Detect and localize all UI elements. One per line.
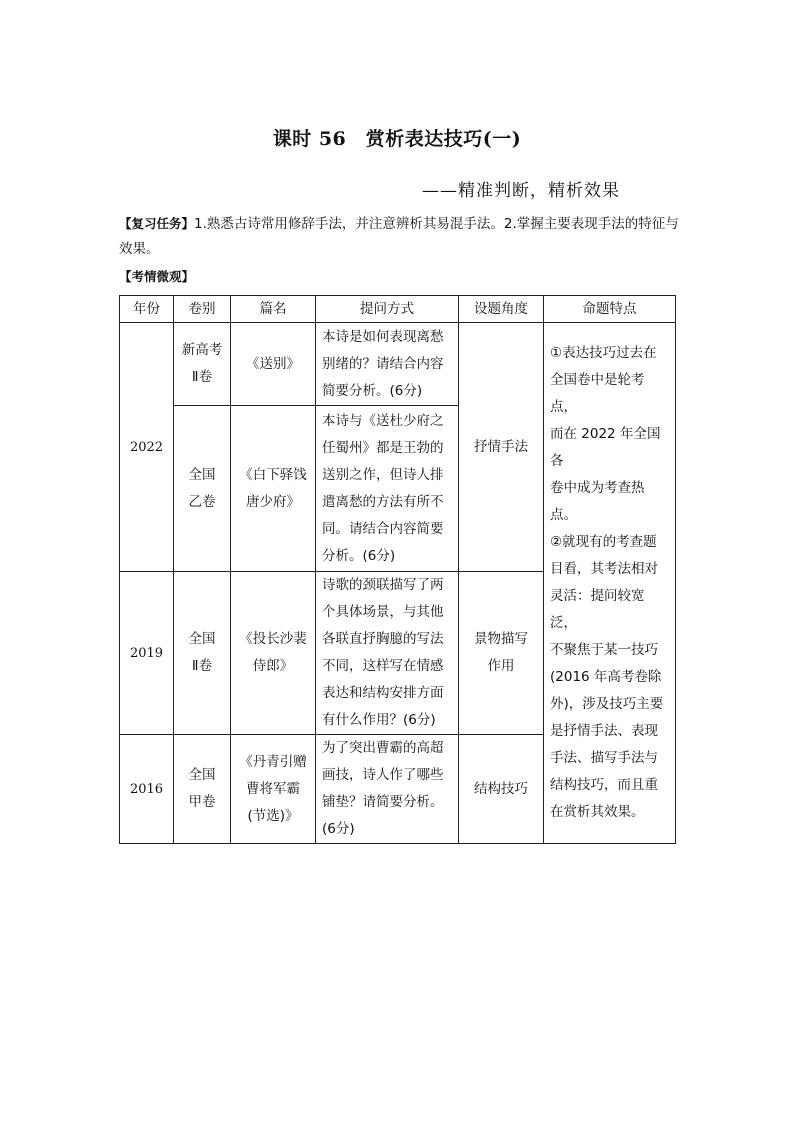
- title-line: 《丹青引赠: [239, 753, 307, 770]
- angle-line: 作用: [487, 658, 515, 674]
- poem-title-cell: [231, 572, 316, 735]
- question-line: 分析。(6分): [322, 547, 396, 564]
- year-cell: 2016: [120, 735, 174, 844]
- feature-line: ①表达技巧过去在: [550, 345, 657, 361]
- question-line: 个具体场景，与其他: [322, 604, 444, 620]
- poem-title-cell: [231, 406, 316, 572]
- title-line: (节选)》: [247, 807, 299, 824]
- question-line: 送别之作，但诗人排: [322, 466, 444, 483]
- question-cell: [316, 735, 459, 844]
- feature-cell: [544, 323, 676, 844]
- feature-line: ②就现有的考查题: [550, 534, 657, 550]
- question-line: 同。请结合内容简要: [322, 520, 444, 537]
- question-cell: [316, 406, 459, 572]
- angle-cell: 结构技巧: [459, 735, 544, 844]
- question-line: 各联直抒胸臆的写法: [322, 631, 444, 647]
- question-line: 画技，诗人作了哪些: [322, 767, 444, 783]
- feature-line: 手法、描写手法与: [550, 750, 658, 766]
- paper-line: 甲卷: [188, 794, 216, 810]
- question-line: 为了突出曹霸的高超: [322, 740, 444, 756]
- question-line: 本诗是如何表现离愁: [322, 328, 444, 345]
- question-line: 表达和结构安排方面: [322, 685, 444, 701]
- feature-line: (2016 年高考卷除: [550, 669, 662, 685]
- review-task: [119, 211, 679, 262]
- feature-line: 目看，其考法相对: [550, 561, 658, 577]
- paper-line: Ⅱ卷: [191, 369, 213, 385]
- question-line: 任蜀州》都是王勃的: [322, 439, 444, 456]
- paper-line: 全国: [188, 767, 216, 783]
- question-line: 遣离愁的方法有所不: [322, 493, 444, 510]
- page-title: 课时 56 赏析表达技巧(一): [272, 128, 522, 150]
- paper-line: 全国: [188, 466, 216, 483]
- question-line: (6分): [322, 821, 355, 837]
- review-task-text: 1.熟悉古诗常用修辞手法，并注意辨析其易混手法。2.掌握主要表现手法的特征与效果。: [119, 216, 679, 257]
- paper-cell: [174, 572, 231, 735]
- feature-line: 卷中成为考查热点。: [550, 480, 645, 523]
- title-line: 侍郎》: [252, 658, 294, 674]
- question-line: 铺垫？请简要分析。: [322, 794, 444, 810]
- question-line: 诗歌的颈联描写了两: [322, 577, 444, 593]
- title-line: 《白下驿饯: [239, 466, 307, 483]
- title-line: 曹将军霸: [246, 780, 300, 797]
- poem-title-cell: [231, 735, 316, 844]
- paper-line: 乙卷: [188, 493, 216, 510]
- paper-cell: [174, 735, 231, 844]
- header-year: 年份: [120, 296, 174, 323]
- exam-overview-label: 【考情微观】: [119, 269, 195, 284]
- feature-line: 而在 2022 年全国各: [550, 426, 661, 469]
- feature-line: 全国卷中是轮考点，: [550, 372, 645, 415]
- angle-cell: [459, 572, 544, 735]
- paper-line: 全国: [188, 631, 216, 647]
- paper-line: 新高考: [181, 342, 223, 358]
- title-line: 《投长沙裴: [239, 631, 307, 647]
- question-cell: [316, 572, 459, 735]
- feature-line: 灵活：提问较宽泛，: [550, 588, 645, 631]
- feature-line: 是抒情手法、表现: [550, 723, 658, 739]
- feature-line: 在赏析其效果。: [550, 804, 645, 820]
- feature-line: 外)，涉及技巧主要: [550, 696, 664, 712]
- paper-cell: [174, 323, 231, 406]
- header-question: 提问方式: [316, 296, 459, 323]
- page-subtitle: ——精准判断，精析效果: [422, 181, 620, 201]
- angle-cell: 抒情手法: [459, 323, 544, 572]
- feature-line: 不聚焦于某一技巧: [550, 642, 658, 658]
- header-title: 篇名: [231, 296, 316, 323]
- question-line: 有什么作用？(6分): [322, 712, 436, 728]
- angle-line: 景物描写: [474, 631, 528, 647]
- question-line: 不同，这样写在情感: [322, 658, 444, 674]
- feature-line: 结构技巧，而且重: [550, 777, 658, 793]
- exam-table: [119, 295, 676, 844]
- paper-cell: [174, 406, 231, 572]
- question-line: 别绪的？请结合内容: [322, 355, 444, 372]
- year-cell: 2022: [120, 323, 174, 572]
- question-line: 本诗与《送杜少府之: [322, 412, 444, 429]
- question-cell: [316, 323, 459, 406]
- year-cell: 2019: [120, 572, 174, 735]
- review-task-label: 【复习任务】: [119, 216, 195, 231]
- question-line: 简要分析。(6分): [322, 382, 423, 399]
- poem-title-cell: 《送别》: [231, 323, 316, 406]
- header-angle: 设题角度: [459, 296, 544, 323]
- paper-line: Ⅱ卷: [191, 658, 213, 674]
- table-header-row: [120, 296, 676, 323]
- header-feature: 命题特点: [544, 296, 676, 323]
- table-row: [120, 323, 676, 406]
- header-paper: 卷别: [174, 296, 231, 323]
- title-line: 唐少府》: [246, 493, 300, 510]
